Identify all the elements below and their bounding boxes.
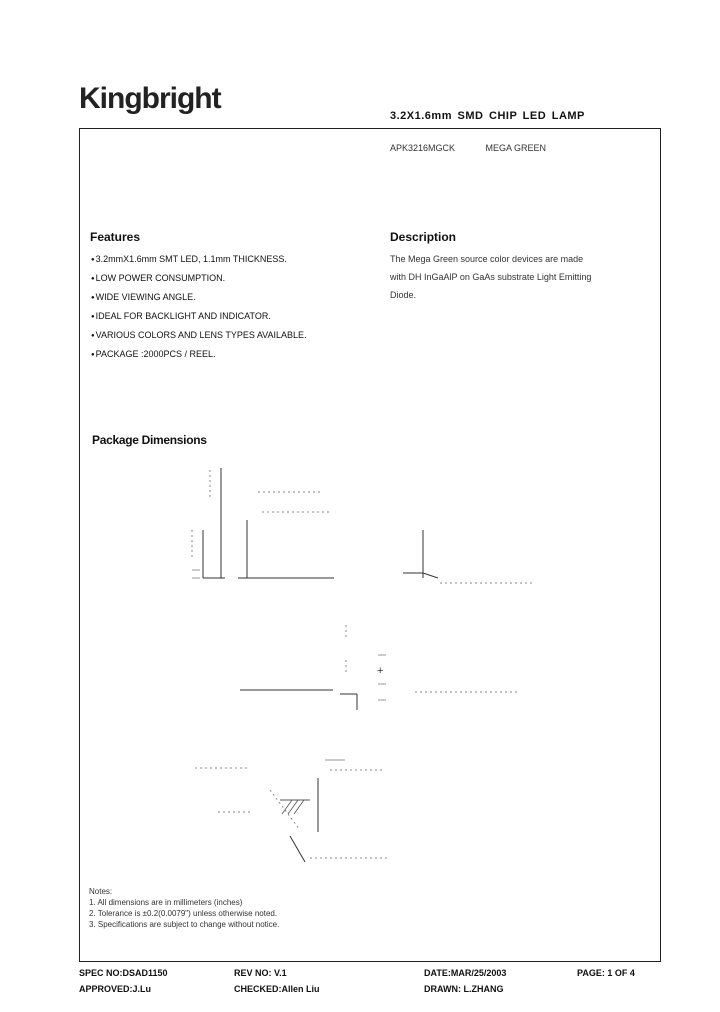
- note-item: 2. Tolerance is ±0.2(0.0079") unless otherwise noted.: [89, 909, 278, 918]
- cathode-hatch: [282, 800, 304, 814]
- polarity-mark: +: [377, 665, 384, 677]
- feature-item: ● WIDE VIEWING ANGLE.: [91, 288, 307, 307]
- description-line: Diode.: [390, 290, 417, 300]
- feature-item: ● VARIOUS COLORS AND LENS TYPES AVAILABLE.: [91, 326, 307, 345]
- hatch-line: [294, 800, 304, 814]
- checked-by: CHECKED:Allen Liu: [234, 984, 320, 994]
- note-item: 3. Specifications are subject to change without notice.: [89, 920, 280, 929]
- drawing-line: [423, 573, 438, 578]
- notes-heading: Notes:: [89, 887, 113, 896]
- features-heading: Features: [90, 230, 141, 244]
- note-item: 1. All dimensions are in millimeters (inches): [89, 898, 243, 907]
- brand-logo: Kingbright: [79, 82, 221, 115]
- feature-item: ● IDEAL FOR BACKLIGHT AND INDICATOR.: [91, 307, 307, 326]
- approved-by: APPROVED:J.Lu: [79, 984, 152, 994]
- part-color: MEGA GREEN: [485, 143, 547, 153]
- date: DATE:MAR/25/2003: [424, 968, 507, 978]
- hatch-line: [288, 800, 298, 814]
- package-dimensions-heading: Package Dimensions: [92, 433, 207, 447]
- part-number: APK3216MGCK: [390, 143, 456, 153]
- page-number: PAGE: 1 OF 4: [577, 968, 635, 978]
- description-line: with DH InGaAlP on GaAs substrate Light Emitting: [390, 272, 592, 282]
- notes-block: [89, 886, 279, 930]
- hatch-line: [282, 800, 292, 814]
- description-line: The Mega Green source color devices are made: [390, 254, 584, 264]
- drawing-line: [290, 836, 305, 862]
- revision-number: REV NO: V.1: [234, 968, 287, 978]
- feature-item: ● 3.2mmX1.6mm SMT LED, 1.1mm THICKNESS.: [91, 250, 307, 269]
- description-heading: Description: [390, 230, 457, 244]
- feature-item: ● PACKAGE :2000PCS / REEL.: [91, 345, 307, 364]
- feature-item: ● LOW POWER CONSUMPTION.: [91, 269, 307, 288]
- spec-number: SPEC NO:DSAD1150: [79, 968, 168, 978]
- document-title: 3.2X1.6mm SMD CHIP LED LAMP: [390, 110, 585, 122]
- drawn-by: DRAWN: L.ZHANG: [424, 984, 504, 994]
